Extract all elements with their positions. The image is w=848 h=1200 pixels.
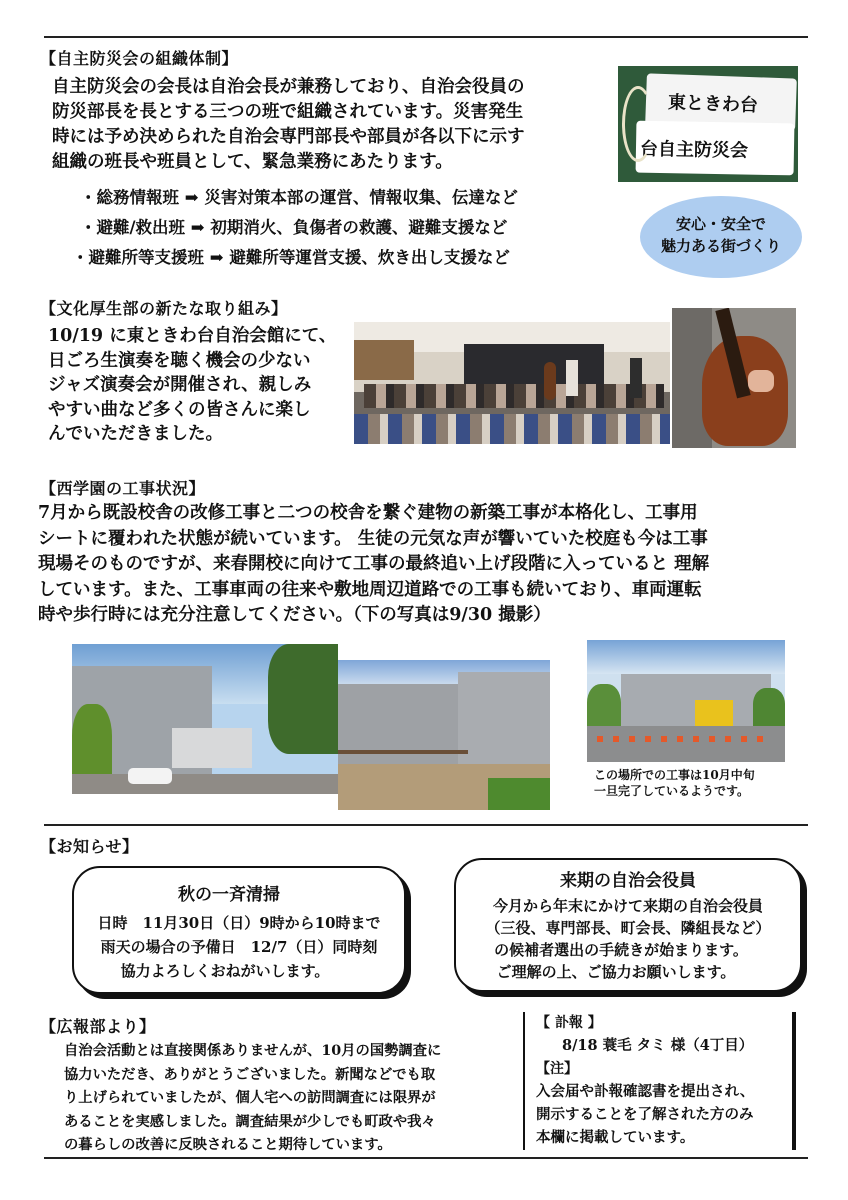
text-line: 協力いただき、ありがとうございました。新聞などでも取 xyxy=(64,1066,436,1083)
text-line: 現場そのものですが、来春開校に向けて工事の最終追い上げ段階に入っていると 理解 xyxy=(38,554,710,574)
text-line: 自治会活動とは直接関係ありませんが、10月の国勢調査に xyxy=(64,1043,442,1059)
text-line: あることを実感しました。調査結果が少しでも町政や我々 xyxy=(64,1113,436,1130)
note-line: 入会届や訃報確認書を提出され、 xyxy=(536,1083,755,1100)
armband-card-bottom xyxy=(636,121,795,176)
team-list xyxy=(72,183,518,273)
cleanup-line: 協力よろしくおねがいします。 xyxy=(120,962,330,980)
officers-notice-box xyxy=(454,858,802,992)
text-line: り上げられていましたが、個人宅への訪問調査には限界が xyxy=(64,1090,436,1106)
pr-paragraph xyxy=(64,1040,441,1158)
note-line: 開示することを了解された方のみ xyxy=(536,1106,754,1123)
top-rule xyxy=(44,36,808,38)
text-line: 10/19 に東ときわ台自治会館にて、 xyxy=(48,326,337,346)
officers-line: ご理解の上、ご協力お願いします。 xyxy=(496,963,736,981)
caption-line: 一旦完了しているようです。 xyxy=(594,784,750,798)
officers-line: の候補者選出の手続きが始まります。 xyxy=(494,941,748,959)
construction-paragraph xyxy=(38,501,709,629)
bass-photo xyxy=(672,308,796,448)
cleanup-title: 秋の一斉清掃 xyxy=(178,885,280,905)
text-line: んでいただきました。 xyxy=(48,424,223,444)
team-item: ・避難所等支援班 ➡ 避難所等運営支援、炊き出し支援など xyxy=(72,248,510,267)
obituary-entry: 8/18 蓑毛 タミ 様（4丁目） xyxy=(562,1037,754,1054)
text-line: 防災部長を長とする三つの班で組織されています。災害発生 xyxy=(52,102,524,122)
notice-rule xyxy=(44,824,808,826)
slogan-bubble xyxy=(640,196,802,278)
armband-string xyxy=(622,86,654,162)
officers-line: 今月から年末にかけて来期の自治会役員 xyxy=(492,897,763,915)
construction-photo-2 xyxy=(338,660,550,810)
text-line: 組織の班長や班員として、緊急業務にあたります。 xyxy=(52,152,453,172)
text-line: 7月から既設校舎の改修工事と二つの校舎を繋ぐ建物の新築工事が本格化し、工事用 xyxy=(38,503,698,523)
text-line: の暮らしの改善に反映されること期待しています。 xyxy=(64,1137,392,1153)
section-heading-pr: 【広報部より】 xyxy=(40,1017,156,1036)
obituary-left-bar xyxy=(523,1012,525,1150)
culture-paragraph xyxy=(48,324,336,447)
construction-photo-3 xyxy=(587,640,785,762)
slogan-line: 魅力ある街づくり xyxy=(660,237,781,255)
text-line: しています。また、工事車両の往来や敷地周辺道路での工事も続いており、車両運転 xyxy=(38,579,702,600)
section-heading-disaster: 【自主防災会の組織体制】 xyxy=(40,49,239,68)
caption-line: この場所での工事は10月中旬 xyxy=(594,768,755,782)
slogan-line: 安心・安全で xyxy=(675,215,766,233)
note-heading: 【注】 xyxy=(536,1061,578,1077)
concert-photo xyxy=(354,322,670,444)
text-line: シートに覆われた状態が続いています。 生徒の元気な声が響いていた校庭も今は工事 xyxy=(38,528,708,549)
armband-text-bottom: 台自主防災会 xyxy=(639,138,749,162)
cleanup-notice-box xyxy=(72,866,406,994)
text-line: 日ごろ生演奏を聴く機会の少ない xyxy=(48,350,311,371)
armband-photo xyxy=(618,66,798,182)
section-heading-notices: 【お知らせ】 xyxy=(40,837,139,856)
construction-caption xyxy=(594,767,755,799)
text-line: 時には予め決められた自治会専門部長や部員が各以下に示す xyxy=(52,127,525,147)
obituary-block xyxy=(536,1012,754,1149)
team-item: ・総務情報班 ➡ 災害対策本部の運営、情報収集、伝達など xyxy=(80,188,518,207)
text-line: 時や歩行時には充分注意してください。（下の写真は9/30 撮影） xyxy=(38,605,551,625)
team-item: ・避難/救出班 ➡ 初期消火、負傷者の救護、避難支援など xyxy=(80,218,508,237)
cleanup-line: 日時 11月30日（日）9時から10時まで xyxy=(97,914,381,932)
obituary-right-bar xyxy=(792,1012,796,1150)
armband-text-top: 東ときわ台 xyxy=(667,92,759,117)
obituary-heading: 【 訃報 】 xyxy=(536,1015,602,1031)
construction-photo-1 xyxy=(72,644,338,794)
disaster-paragraph xyxy=(52,75,525,175)
note-line: 本欄に掲載しています。 xyxy=(536,1129,695,1146)
cleanup-line: 雨天の場合の予備日 12/7（日）同時刻 xyxy=(100,938,378,956)
text-line: 自主防災会の会長は自治会長が兼務しており、自治会役員の xyxy=(52,77,525,97)
officers-title: 来期の自治会役員 xyxy=(560,871,696,891)
officers-line: （三役、専門部長、町会長、隣組長など） xyxy=(485,919,771,937)
text-line: やすい曲など多くの皆さんに楽し xyxy=(48,399,311,420)
section-heading-construction: 【西学園の工事状況】 xyxy=(40,479,206,498)
section-heading-culture: 【文化厚生部の新たな取り組み】 xyxy=(40,299,288,318)
text-line: ジャズ演奏会が開催され、親しみ xyxy=(48,375,312,395)
